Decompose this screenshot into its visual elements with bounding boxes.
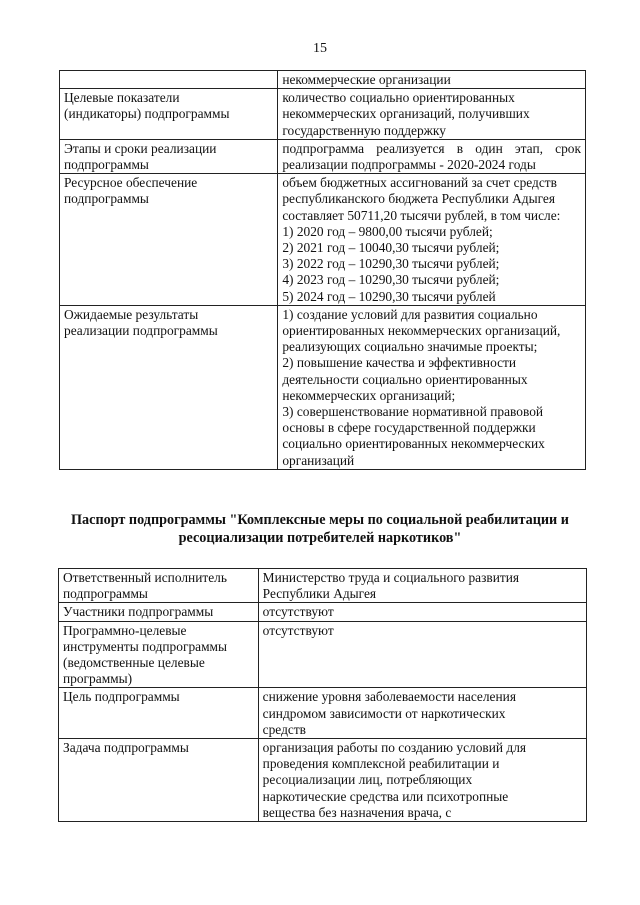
value-line: 2) 2021 год – 10040,30 тысячи рублей; xyxy=(282,240,500,256)
row-value-cell xyxy=(258,688,586,739)
row-label-cell xyxy=(59,621,259,688)
value-line: снижение уровня заболеваемости населения xyxy=(262,689,516,705)
value-line: объем бюджетных ассигнований за счет средств xyxy=(282,175,557,191)
value-line: составляет 50711,20 тысячи рублей, в том числе: xyxy=(282,207,561,223)
value-line: республиканского бюджета Республики Адыгея xyxy=(282,191,556,207)
value-line: ресоциализации лиц, потребляющих xyxy=(262,772,473,788)
table-row xyxy=(60,305,586,469)
value-line: средств xyxy=(262,721,307,737)
value-line: реализации подпрограммы - 2020-2024 годы xyxy=(282,157,536,173)
value-line: 5) 2024 год – 10290,30 тысячи рублей xyxy=(282,288,496,304)
table-row xyxy=(60,139,586,173)
subprogram-passport-table-continued xyxy=(59,70,586,470)
value-line: организация работы по созданию условий для xyxy=(262,740,527,756)
label-line: (ведомственные целевые xyxy=(63,655,205,671)
value-line: отсутствуют xyxy=(262,622,334,638)
value-line: государственную поддержку xyxy=(282,122,446,138)
row-value-cell xyxy=(258,569,586,603)
value-line: 2) повышение качества и эффективности xyxy=(282,355,517,371)
label-line: реализации подпрограммы xyxy=(64,323,218,339)
row-value-cell xyxy=(278,174,586,306)
label-line: Ресурсное обеспечение xyxy=(64,175,198,191)
value-line: ориентированных некоммерческих организаций, xyxy=(282,323,561,339)
section-heading xyxy=(40,511,600,547)
value-line: 4) 2023 год – 10290,30 тысячи рублей; xyxy=(282,272,500,288)
value-line: деятельности социально ориентированных xyxy=(282,371,528,387)
row-label-cell xyxy=(59,739,259,822)
label-line: подпрограммы xyxy=(64,157,149,173)
row-label-cell xyxy=(59,569,259,603)
label-line: Задача подпрограммы xyxy=(63,740,189,756)
value-line: некоммерческие организации xyxy=(282,72,451,87)
row-label-cell xyxy=(60,174,278,306)
row-label-cell xyxy=(59,688,259,739)
value-line: 3) 2022 год – 10290,30 тысячи рублей; xyxy=(282,256,500,272)
section-heading-line-1: Паспорт подпрограммы "Комплексные меры по социальной реабилитации и xyxy=(71,512,569,528)
label-line: Целевые показатели xyxy=(64,90,180,106)
label-line: Ответственный исполнитель xyxy=(63,570,227,585)
label-line: Этапы и сроки реализации xyxy=(64,140,217,156)
row-value-cell xyxy=(278,71,586,89)
rehabilitation-subprogram-passport-table xyxy=(58,568,587,822)
value-line: подпрограмма реализуется в один этап, срок xyxy=(282,140,581,156)
row-value-cell xyxy=(258,621,586,688)
value-line: синдромом зависимости от наркотических xyxy=(262,705,506,721)
table-row xyxy=(59,739,587,822)
value-line: 1) 2020 год – 9800,00 тысячи рублей; xyxy=(282,223,493,239)
value-line: вещества без назначения врача, с xyxy=(262,804,452,820)
value-line: отсутствуют xyxy=(262,604,334,620)
label-line: программы) xyxy=(63,671,133,687)
value-line: Министерство труда и социального развития xyxy=(262,570,520,585)
label-line xyxy=(64,72,273,88)
table-row xyxy=(59,688,587,739)
value-line: социально ориентированных некоммерческих xyxy=(282,436,545,452)
page-number: 15 xyxy=(313,41,327,56)
value-line: Республики Адыгея xyxy=(262,586,377,602)
value-line: основы в сфере государственной поддержки xyxy=(282,420,536,436)
value-line: количество социально ориентированных xyxy=(282,90,515,106)
value-line: 1) создание условий для развития социально xyxy=(282,306,538,322)
label-line: подпрограммы xyxy=(64,191,149,207)
label-line: Участники подпрограммы xyxy=(63,604,214,620)
row-value-cell xyxy=(258,603,586,621)
label-line: (индикаторы) подпрограммы xyxy=(64,106,230,122)
row-value-cell xyxy=(278,305,586,469)
value-line: некоммерческих организаций, получивших xyxy=(282,106,530,122)
label-line: Ожидаемые результаты xyxy=(64,306,199,322)
table-row xyxy=(59,569,587,603)
row-label-cell xyxy=(60,305,278,469)
table-row xyxy=(60,71,586,89)
row-label-cell xyxy=(60,71,278,89)
row-label-cell xyxy=(60,89,278,140)
section-heading-line-2: ресоциализации потребителей наркотиков" xyxy=(178,530,462,546)
label-line: инструменты подпрограммы xyxy=(63,638,228,654)
label-line: подпрограммы xyxy=(63,586,148,602)
table-row xyxy=(59,621,587,688)
row-label-cell xyxy=(60,139,278,173)
label-line: Программно-целевые xyxy=(63,622,187,638)
value-line: организаций xyxy=(282,452,355,468)
value-line: наркотические средства или психотропные xyxy=(262,788,509,804)
label-line: Цель подпрограммы xyxy=(63,689,180,705)
value-line: проведения комплексной реабилитации и xyxy=(262,756,500,772)
table-row xyxy=(60,174,586,306)
row-label-cell xyxy=(59,603,259,621)
value-line: реализующих социально значимые проекты; xyxy=(282,339,538,355)
row-value-cell xyxy=(278,139,586,173)
value-line: некоммерческих организаций; xyxy=(282,387,456,403)
row-value-cell xyxy=(258,739,586,822)
value-line: 3) совершенствование нормативной правовой xyxy=(282,404,544,420)
table-row xyxy=(60,89,586,140)
table-row xyxy=(59,603,587,621)
row-value-cell xyxy=(278,89,586,140)
